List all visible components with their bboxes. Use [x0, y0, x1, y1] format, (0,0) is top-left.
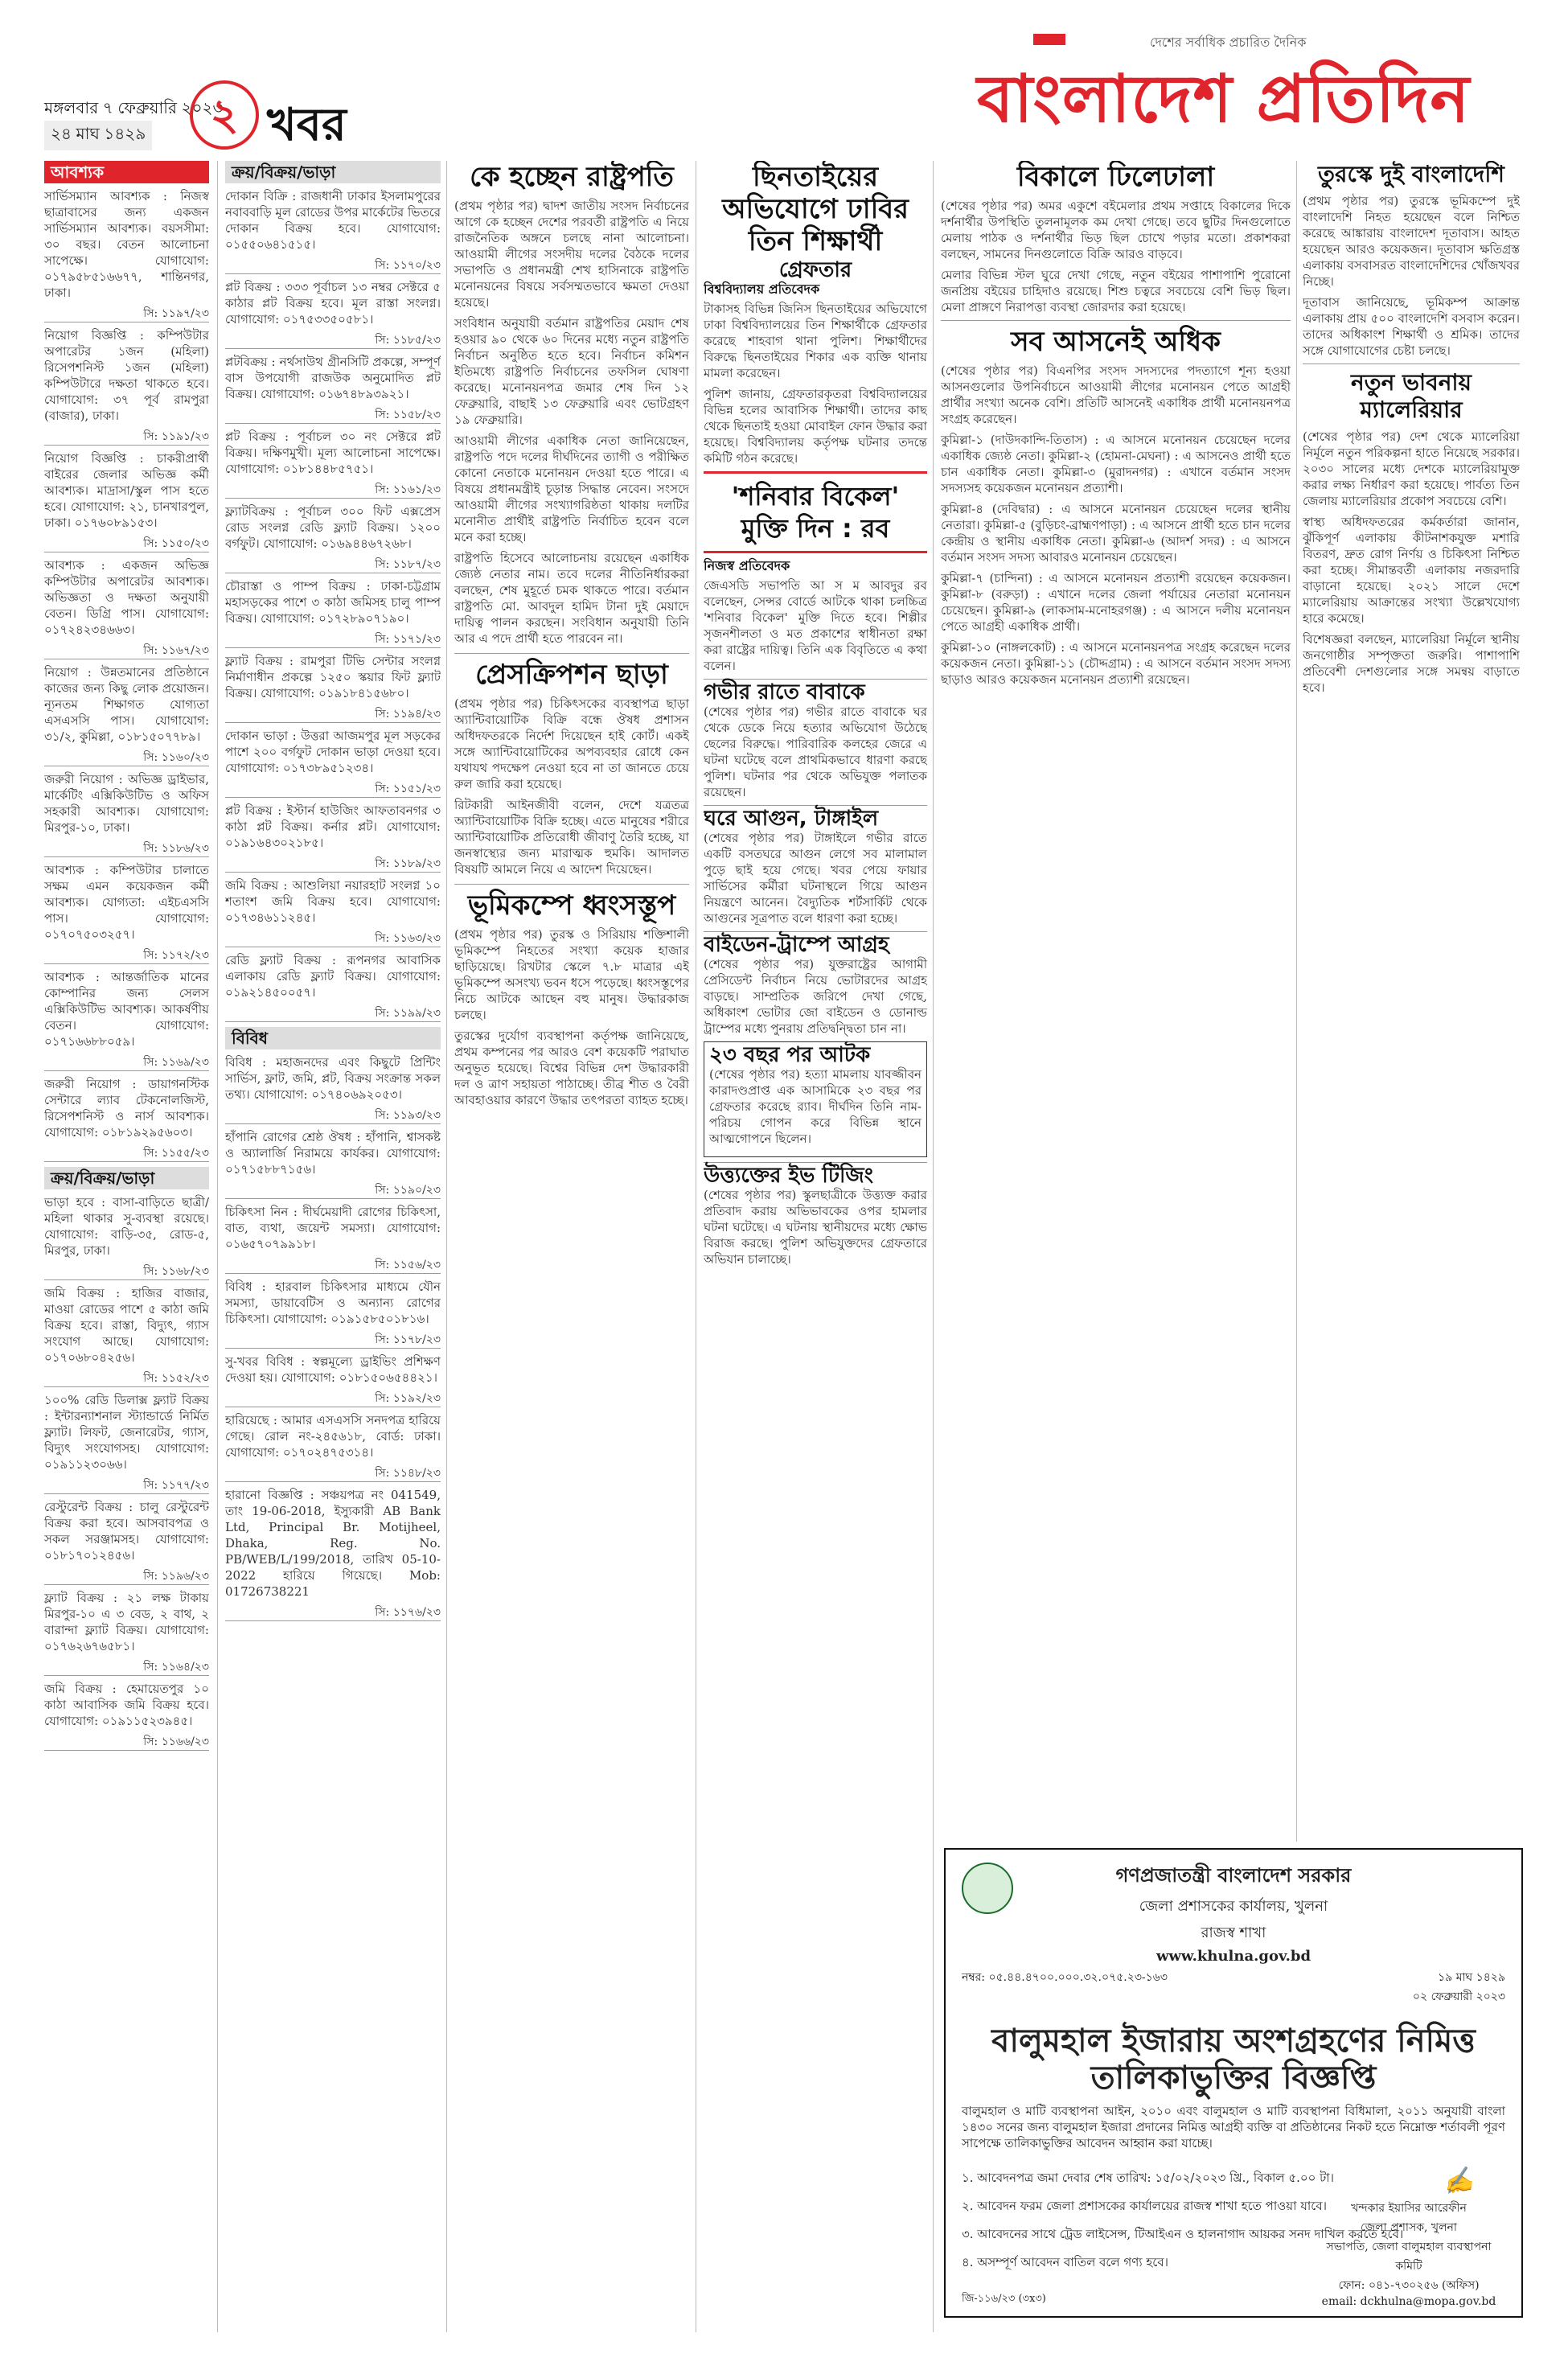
page-number: ২: [190, 80, 259, 150]
paragraph: মেলার বিভিন্ন স্টল ঘুরে দেখা গেছে, নতুন বইয়ের পাশাপাশি পুরোনো জনপ্রিয় বইয়ের চাহিদাও রয়েছে। শিশু চত্বরে সবচেয়ে বেশি ভিড় ছিল। মেলা প্রাঙ্গণে নিরাপত্তা ব্যবস্থা জোরদার করা হয়েছে।: [941, 268, 1291, 314]
article-body: [1303, 193, 1520, 359]
article-body: [704, 704, 927, 800]
classified-heading: আবশ্যক: [44, 161, 209, 183]
masthead: বাংলাদেশ প্রতিদিন: [977, 61, 1471, 138]
classified-code: সি: ১১৫১/২৩: [225, 781, 441, 798]
classified-ad: নিয়োগ : উন্নতমানের প্রতিষ্ঠানে কাজের জন্য কিছু লোক প্রয়োজন। ন্যূনতম শিক্ষাগত যোগ্যতা এসএসসি পাস। যোগাযোগ: ৩১/২, কুমিল্লা, ০১৮১৫০৭৭৮৯।: [44, 665, 209, 744]
paragraph: তুরস্কের দুর্যোগ ব্যবস্থাপনা কর্তৃপক্ষ জানিয়েছে, প্রথম কম্পনের পর আরও বেশ কয়েকটি পরাঘাত অনুভূত হয়েছে। বিশ্বের বিভিন্ন দেশ উদ্ধারকারী দল ও ত্রাণ সহায়তা পাঠাচ্ছে। তীব্র শীত ও বৈরী আবহাওয়ার কারণে উদ্ধার তৎপরতা ব্যাহত হচ্ছে।: [454, 1029, 689, 1107]
paragraph: সংবিধান অনুযায়ী বর্তমান রাষ্ট্রপতির মেয়াদ শেষ হওয়ার ৯০ থেকে ৬০ দিনের মধ্যে নতুন রাষ্ট্রপতি নির্বাচন অনুষ্ঠিত হতে হবে। নির্বাচন কমিশন ইতিমধ্যে রাষ্ট্রপতি নির্বাচনের তফসিল ঘোষণা করেছে। মনোনয়নপত্র জমার শেষ দিন ১২ ফেব্রুয়ারি, বাছাই ১৩ ফেব্রুয়ারি এবং ভোটগ্রহণ ১৯ ফেব্রুয়ারি।: [454, 316, 689, 427]
classified-code: সি: ১১৯৭/২৩: [44, 306, 209, 322]
classified-ad: দোকান ভাড়া : উত্তরা আজমপুর মূল সড়কের পাশে ২০০ বর্গফুট দোকান ভাড়া দেওয়া হবে। যোগাযোগ: ০১৭৩৮৯৫১২৩৪।: [225, 729, 441, 775]
classified-code: সি: ১১৬১/২৩: [225, 482, 441, 499]
classified-code: সি: ১১৯৯/২৩: [225, 1005, 441, 1022]
classified-ad: ফ্ল্যাট বিক্রয় : ২১ লক্ষ টাকায় মিরপুর-১০ এ ৩ বেড, ২ বাথ, ২ বারান্দা ফ্ল্যাট বিক্রয়। যোগাযোগ: ০১৭৬২৬৭৬৫৮১।: [44, 1591, 209, 1653]
section-title: খবর: [267, 99, 347, 151]
classified-code: সি: ১১৯১/২৩: [44, 429, 209, 446]
classified-ad: ভাড়া হবে : বাসা-বাড়িতে ছাত্রী/মহিলা থাকার সু-ব্যবস্থা রয়েছে। যোগাযোগ: বাড়ি-৩৫, রোড-৫, মিরপুর, ঢাকা।: [44, 1195, 209, 1258]
classified-code: সি: ১১৬৬/২৩: [44, 1734, 209, 1751]
classified-ad: হারানো বিজ্ঞপ্তি : সঞ্চয়পত্র নং 041549, তাং 19-06-2018, ইস্যুকারী AB Bank Ltd, Principal Br. Motijheel, Dhaka, Reg. No. PB/WEB/L/199/2018, তারিখ 05-10-2022 হারিয়ে গিয়েছে। Mob: 01726738221: [225, 1488, 441, 1599]
paragraph: টাকাসহ বিভিন্ন জিনিস ছিনতাইয়ের অভিযোগে ঢাকা বিশ্ববিদ্যালয়ের তিন শিক্ষার্থীকে গ্রেফতার করেছে শাহবাগ থানা পুলিশ। শিক্ষার্থীদের বিরুদ্ধে ছিনতাইয়ের শিকার এক ব্যক্তি থানায় মামলা করেছেন।: [704, 302, 927, 380]
subheadline: গ্রেফতার: [778, 258, 852, 282]
headline: ভূমিকম্পে ধ্বংসস্তূপ: [467, 889, 676, 922]
classified-code: সি: ১১৬০/২৩: [44, 750, 209, 766]
classified-ad: ফ্ল্যাটবিক্রয় : পূর্বাচল ৩০০ ফিট এক্সপ্রেস রোড সংলগ্ন রেডি ফ্ল্যাট বিক্রয়। ১২০০ বর্গফুট। যোগাযোগ: ০১৬৯৪৪৬৭২৬৮।: [225, 504, 441, 551]
paragraph: (প্রথম পৃষ্ঠার পর) দ্বাদশ জাতীয় সংসদ নির্বাচনের আগে কে হচ্ছেন দেশের পরবর্তী রাষ্ট্রপতি এ নিয়ে রাজনৈতিক অঙ্গনে চলছে নানা আলোচনা। আওয়ামী লীগের সংসদীয় দলের বৈঠকে দলের সভাপতি ও প্রধানমন্ত্রী শেখ হাসিনাকে রাষ্ট্রপতি মনোনয়নের বিষয়ে সর্বসম্মতভাবে ক্ষমতা দেওয়া হয়েছে।: [454, 199, 689, 310]
notice-dates: [1413, 1968, 1505, 2006]
paragraph: ৪. অসম্পূর্ণ আবেদন বাতিল বলে গণ্য হবে।: [962, 2255, 1169, 2269]
notice-government: গণপ্রজাতন্ত্রী বাংলাদেশ সরকার: [1115, 1864, 1352, 1887]
paragraph: ৩. আবেদনের সাথে ট্রেড লাইসেন্স, টিআইএন ও হালনাগাদ আয়কর সনদ দাখিল করতে হবে।: [962, 2227, 1404, 2241]
article: [704, 931, 927, 1037]
article-body: [454, 198, 689, 647]
classified-code: সি: ১১৮৬/২৩: [44, 840, 209, 857]
signature-icon: ✍: [1440, 2165, 1476, 2198]
notice-office: জেলা প্রশাসকের কার্যালয়, খুলনা: [1139, 1898, 1328, 1915]
classified-ad: সু-খবর বিবিধ : স্বল্পমূল্যে ড্রাইভিং প্রশিক্ষণ দেওয়া হয়। যোগাযোগ: ০১৮১৫০৬৫৪৪২১।: [225, 1354, 441, 1385]
classified-ad: বিবিধ : মহাজনদের এবং কিছুটে প্রিন্টিং সার্ভিস, ফ্লাট, জমি, প্লট, বিক্রয় সংক্রান্ত সকল তথ্য। যোগাযোগ: ০১৭৪০৬৯২০৫৩।: [225, 1055, 441, 1102]
classified-ad: নিয়োগ বিজ্ঞপ্তি : চাকরীপ্রার্থী বাইরের জেলার অভিজ্ঞ কর্মী আবশ্যক। মাদ্রাসা/স্কুল পাস হতে হবে। যোগাযোগ: ২১, চানখারপুল, ঢাকা। ০১৭৬০৮৯১৫৩।: [44, 451, 209, 530]
classified-code: সি: ১১৯৬/২৩: [44, 1568, 209, 1585]
classified-list: [225, 1054, 441, 1621]
classified-ad: আবশ্যক : কম্পিউটার চালাতে সক্ষম এমন কয়েকজন কর্মী আবশ্যক। যোগ্যতা: এইচএসসি পাস। যোগাযোগ: ০১৭০৭৫০৩২৫৭।: [44, 863, 209, 942]
notice-body: বালুমহাল ও মাটি ব্যবস্থাপনা আইন, ২০১০ এবং বালুমহাল ও মাটি ব্যবস্থাপনা বিধিমালা, ২০১১ অনুযায়ী বাংলা ১৪৩০ সনের জন্য বালুমহাল ইজারা প্রদানের নিমিত্ত আগ্রহী ব্যক্তি বা প্রতিষ্ঠানের নিকট হতে নিম্নোক্ত শর্তাবলী পূরণ সাপেক্ষে তালিকাভুক্তির আবেদন আহ্বান করা যাচ্ছে।: [962, 2104, 1506, 2150]
classified-ad: রেস্টুরেন্ট বিক্রয় : চালু রেস্টুরেন্ট বিক্রয় করা হবে। আসবাবপত্র ও সকল সরঞ্জামসহ। যোগাযোগ: ০১৮১৭০১২৪৫৬।: [44, 1500, 209, 1563]
classified-code: সি: ১১৫৫/২৩: [44, 1145, 209, 1162]
article: [941, 320, 1291, 688]
news-column-3: [454, 161, 689, 2316]
article-body: [704, 301, 927, 466]
headline: কে হচ্ছেন রাষ্ট্রপতি: [470, 161, 674, 193]
paragraph: জেএসডি সভাপতি আ স ম আবদুর রব বলেছেন, সেন্সর বোর্ডে আটকে থাকা চলচ্চিত্র 'শনিবার বিকেল' মুক্তি দিতে হবে। শিল্পীর সৃজনশীলতা ও মত প্রকাশের স্বাধীনতা রক্ষা করা রাষ্ট্রের দায়িত্ব। তিনি এক বিবৃতিতে এ কথা বলেন।: [704, 578, 927, 673]
column-rule: [1296, 161, 1297, 1842]
classified-ad: জমি বিক্রয় : হেমায়েতপুর ১০ কাঠা আবাসিক জমি বিক্রয় হবে। যোগাযোগ: ০১৯১১৫২৩৯৪৫।: [44, 1682, 209, 1728]
headline: প্রেসক্রিপশন ছাড়া: [475, 659, 668, 691]
paragraph: (প্রথম পৃষ্ঠার পর) তুরস্ক ও সিরিয়ায় শক্তিশালী ভূমিকম্পে নিহতের সংখ্যা কয়েক হাজার ছাড়িয়েছে। রিখটার স্কেলে ৭.৮ মাত্রার এই ভূমিকম্পে অসংখ্য ভবন ধসে পড়েছে। ধ্বংসস্তূপের নিচে আটকে আছেন বহু মানুষ। উদ্ধারকাজ চলছে।: [454, 927, 689, 1022]
classified-ad: চৌরাস্তা ও পাম্প বিক্রয় : ঢাকা-চট্টগ্রাম মহাসড়কের পাশে ৩ কাঠা জমিসহ চালু পাম্প বিক্রয়। যোগাযোগ: ০১৭২৮৯০৭১৯০।: [225, 579, 441, 626]
classified-ad: হারিয়েছে : আমার এসএসসি সনদপত্র হারিয়ে গেছে। রোল নং-২৪৫৬১৮, বোর্ড: ঢাকা। যোগাযোগ: ০১৭০২৪৭৫৩১৪।: [225, 1413, 441, 1460]
paragraph: (শেষের পৃষ্ঠার পর) বিএনপির সংসদ সদস্যদের পদত্যাগে শূন্য হওয়া আসনগুলোর উপনির্বাচনে আওয়ামী লীগের মনোনয়ন পেতে আগ্রহী প্রার্থীর সংখ্যা অনেক বেশি। প্রতিটি আসনেই একাধিক প্রার্থী মনোনয়নপত্র সংগ্রহ করেছেন।: [941, 363, 1291, 426]
pull-quote: 'শনিবার বিকেল' মুক্তি দিন : রব: [704, 471, 927, 553]
classified-heading: ক্রয়/বিক্রয়/ভাড়া: [44, 1167, 209, 1189]
byline: নিজস্ব প্রতিবেদক: [704, 558, 790, 573]
paragraph: (শেষের পৃষ্ঠার পর) স্কুলছাত্রীকে উত্ত্যক্ত করার প্রতিবাদ করায় অভিভাবকের ওপর হামলার ঘটনা ঘটেছে। এ ঘটনায় স্থানীয়দের মধ্যে ক্ষোভ বিরাজ করছে। পুলিশ অভিযুক্তদের গ্রেফতারে অভিযান চালাচ্ছে।: [704, 1188, 927, 1267]
article: [941, 161, 1291, 315]
headline: ২৩ বছর পর আটক: [709, 1043, 871, 1067]
classified-code: সি: ১১৬৩/২৩: [225, 930, 441, 947]
article-body: [704, 830, 927, 926]
headline: নতুন ভাবনায় ম্যালেরিয়ার: [1350, 369, 1472, 423]
news-column-6: [1303, 161, 1520, 1842]
paragraph: (প্রথম পৃষ্ঠার পর) চিকিৎসকের ব্যবস্থাপত্র ছাড়া অ্যান্টিবায়োটিক বিক্রি বন্ধে ঔষধ প্রশাসন অধিদফতরকে নির্দেশ দিয়েছেন হাই কোর্ট। একই সঙ্গে অ্যান্টিবায়োটিকের অপব্যবহার রোধে কেন যথাযথ পদক্ষেপ নেওয়া হবে না তা জানতে চেয়ে রুল জারি করা হয়েছে।: [454, 696, 689, 791]
paragraph: (শেষের পৃষ্ঠার পর) যুক্তরাষ্ট্রের আগামী প্রেসিডেন্ট নির্বাচন নিয়ে ভোটারদের আগ্রহ বাড়ছে। সাম্প্রতিক জরিপে দেখা গেছে, অধিকাংশ ভোটার জো বাইডেন ও ডোনাল্ড ট্রাম্পের মধ্যে পুনরায় প্রতিদ্বন্দ্বিতা চান না।: [704, 957, 927, 1036]
classified-code: সি: ১১৪৮/২৩: [225, 1465, 441, 1482]
classified-code: সি: ১১৬৯/২৩: [44, 1054, 209, 1071]
classified-code: সি: ১১৭৭/২৩: [44, 1477, 209, 1494]
article: [704, 1162, 927, 1267]
article: [704, 679, 927, 800]
notice-sign-role: সভাপতি, জেলা বালুমহাল ব্যবস্থাপনা কমিটি: [1326, 2241, 1492, 2273]
article: [454, 884, 689, 1108]
classified-code: সি: ১১৯২/২৩: [225, 1390, 441, 1407]
headline: সব আসনেই অধিক: [1011, 326, 1221, 358]
paragraph: (শেষের পৃষ্ঠার পর) টাঙ্গাইলে গভীর রাতে একটি বসতঘরে আগুন লেগে সব মালামাল পুড়ে ছাই হয়ে গেছে। খবর পেয়ে ফায়ার সার্ভিসের কর্মীরা ঘটনাস্থলে গিয়ে আগুন নিয়ন্ত্রণে আনেন। বৈদ্যুতিক শর্টসার্কিট থেকে আগুনের সূত্রপাত বলে ধারণা করা হচ্ছে।: [704, 831, 927, 926]
masthead-tagline: দেশের সর্বাধিক প্রচারিত দৈনিক: [1150, 35, 1307, 50]
news-column-5: [941, 161, 1291, 1842]
column-rule: [446, 161, 447, 2332]
classified-code: সি: ১১৬৮/২৩: [44, 1263, 209, 1280]
paragraph: রাষ্ট্রপতি হিসেবে আলোচনায় রয়েছেন একাধিক জ্যেষ্ঠ নেতার নাম। তবে দলের নীতিনির্ধারকরা বলছেন, শেষ মুহূর্তে চমক থাকতে পারে। বর্তমান রাষ্ট্রপতি মো. আবদুল হামিদ টানা দুই মেয়াদে দায়িত্ব পালন করছেন। সংবিধান অনুযায়ী তিনি আর এ পদে প্রার্থী হতে পারবেন না।: [454, 551, 689, 646]
classified-ad: রেডি ফ্ল্যাট বিক্রয় : রূপনগর আবাসিক এলাকায় রেডি ফ্ল্যাট বিক্রয়। যোগাযোগ: ০১৯২১৪৫০০৫৭।: [225, 953, 441, 1000]
notice-website: www.khulna.gov.bd: [1155, 1948, 1311, 1965]
masthead-logo-icon: [1033, 34, 1065, 45]
classified-column-2: [225, 161, 441, 2316]
classified-ad: আবশ্যক : একজন অভিজ্ঞ কম্পিউটার অপারেটর আবশ্যক। অভিজ্ঞতা ও দক্ষতা অনুযায়ী বেতন। ডিগ্রি পাস। যোগাযোগ: ০১৭২৪২৩৪৬৬৩।: [44, 558, 209, 637]
classified-list: [44, 188, 209, 1162]
article-body: [941, 363, 1291, 688]
paragraph: ১. আবেদনপত্র জমা দেবার শেষ তারিখ: ১৫/০২/২০২৩ খ্রি., বিকাল ৫.০০ টা।: [962, 2171, 1335, 2185]
classified-ad: আবশ্যক : আন্তর্জাতিক মানের কোম্পানির জন্য সেলস এক্সিকিউটিভ আবশ্যক। আকর্ষণীয় বেতন। যোগাযোগ: ০১৭১৬৬৮৮০৫৯।: [44, 970, 209, 1049]
notice-phone: ফোন: ০৪১-৭৩০২৫৬ (অফিস): [1338, 2279, 1480, 2292]
classified-code: সি: ১১৯৪/২৩: [225, 706, 441, 723]
classified-list: [225, 188, 441, 1022]
paragraph: ২. আবেদন ফরম জেলা প্রশাসকের কার্যালয়ের রাজস্ব শাখা হতে পাওয়া যাবে।: [962, 2199, 1327, 2213]
classified-code: সি: ১১৫৬/২৩: [225, 1257, 441, 1274]
article-body: [454, 926, 689, 1108]
article-body: [704, 577, 927, 674]
headline: ঘরে আগুন, টাঙ্গাইল: [704, 807, 879, 831]
article-body: [704, 956, 927, 1037]
notice-sign-title: জেলা প্রশাসক, খুলনা: [1361, 2221, 1457, 2234]
classified-ad: ১০০% রেডি ডিলাক্স ফ্ল্যাট বিক্রয় : ইন্টারন্যাশনাল স্ট্যান্ডার্ডে নির্মিত ফ্ল্যাট। লিফট, জেনারেটর, গ্যাস, বিদ্যুৎ সংযোগসহ। যোগাযোগ: ০১৯১১২৩০৬৬।: [44, 1393, 209, 1472]
article: [1303, 161, 1520, 359]
classified-code: সি: ১১৫৮/২৩: [225, 407, 441, 424]
notice-meta-row: [946, 1965, 1521, 2010]
paragraph: পুলিশ জানায়, গ্রেফতারকৃতরা বিশ্ববিদ্যালয়ের বিভিন্ন হলের আবাসিক শিক্ষার্থী। তাদের কাছ থেকে ছিনতাই হওয়া মোবাইল ফোন উদ্ধার করা হয়েছে। বিশ্ববিদ্যালয় কর্তৃপক্ষ ঘটনার তদন্তে কমিটি গঠন করেছে।: [704, 387, 927, 466]
article-body: [941, 198, 1291, 315]
notice-signature-block: [1312, 2199, 1505, 2308]
article: [454, 653, 689, 877]
classified-list: [44, 1194, 209, 1751]
classified-code: সি: ১১৭২/২৩: [44, 947, 209, 964]
classified-ad: প্লটবিক্রয় : নর্থসাউথ গ্রীনসিটি প্রকল্পে, সম্পূর্ণ বাস উপযোগী রাজউক অনুমোদিত প্লট বিক্রয়। যোগাযোগ: ০১৬৭৪৮৯৩৯২১।: [225, 355, 441, 401]
article: [1303, 363, 1520, 696]
header-date-bangla: ২৪ মাঘ ১৪২৯: [44, 121, 152, 150]
classified-code: সি: ১১৭১/২৩: [225, 631, 441, 648]
classified-ad: চিকিৎসা নিন : দীর্ঘমেয়াদী রোগের চিকিৎসা, বাত, ব্যথা, জয়েন্ট সমস্যা। যোগাযোগ: ০১৬৫৭০৭৯৯১৮।: [225, 1205, 441, 1251]
notice-date-bangla: ১৯ মাঘ ১৪২৯: [1438, 1971, 1505, 1984]
headline: বিকালে ঢিলেঢালা: [1016, 161, 1215, 193]
paragraph: আওয়ামী লীগের একাধিক নেতা জানিয়েছেন, রাষ্ট্রপতি পদে দলের দীর্ঘদিনের ত্যাগী ও পরীক্ষিত কোনো নেতাকে মনোনয়ন দেওয়া হতে পারে। এ বিষয়ে প্রধানমন্ত্রীই চূড়ান্ত সিদ্ধান্ত নেবেন। সংসদে আওয়ামী লীগের সংখ্যাগরিষ্ঠতা থাকায় দলটির মনোনীত প্রার্থীই রাষ্ট্রপতি নির্বাচিত হবেন বলে মনে করা হচ্ছে।: [454, 433, 689, 544]
headline: বাইডেন-ট্রাম্পে আগ্রহ: [704, 933, 889, 957]
classified-ad: নিয়োগ বিজ্ঞপ্তি : কম্পিউটার অপারেটর ১জন (মহিলা) রিসেপশনিস্ট ১জন (মহিলা) কম্পিউটারে দক্ষতা থাকতে হবে। যোগাযোগ: ৩৭ পূর্ব রামপুরা (বাজার), ঢাকা।: [44, 328, 209, 423]
article: [704, 805, 927, 926]
classified-code: সি: ১১৬৭/২৩: [44, 643, 209, 659]
classified-code: সি: ১১৭৮/২৩: [225, 1332, 441, 1349]
notice-memo: নম্বর: ০৫.৪৪.৪৭০০.০০০.৩২.০৭৫.২৩-১৬৩: [962, 1971, 1168, 1984]
notice-branch: রাজস্ব শাখা: [1201, 1924, 1266, 1941]
classified-ad: প্লট বিক্রয় : পূর্বাচল ৩০ নং সেক্টরে প্লট বিক্রয়। দক্ষিণমুখী। মূল্য আলোচনা সাপেক্ষে। যোগাযোগ: ০১৮১৪৪৮৫৭৫১।: [225, 429, 441, 476]
classified-code: সি: ১১৫০/২৩: [44, 536, 209, 552]
classified-code: সি: ১১৮৯/২৩: [225, 856, 441, 873]
paragraph: দূতাবাস জানিয়েছে, ভূমিকম্প আক্রান্ত এলাকায় প্রায় ৫০০ বাংলাদেশি বসবাস করেন। তাদের অধিকাংশ শিক্ষার্থী ও শ্রমিক। তাদের সঙ্গে যোগাযোগের চেষ্টা চলছে।: [1303, 295, 1520, 358]
government-notice: [944, 1848, 1523, 2318]
classified-ad: জরুরী নিয়োগ : অভিজ্ঞ ড্রাইভার, মার্কেটিং এক্সিকিউটিভ ও অফিস সহকারী আবশ্যক। যোগাযোগ: মিরপুর-১০, ঢাকা।: [44, 772, 209, 835]
classified-code: সি: ১১৭০/২৩: [225, 257, 441, 274]
classified-code: সি: ১১৭৬/২৩: [225, 1604, 441, 1621]
article-body: [454, 696, 689, 877]
paragraph: (শেষের পৃষ্ঠার পর) অমর একুশে বইমেলার প্রথম সপ্তাহে বিকালের দিকে দর্শনার্থীর উপস্থিতি তুলনামূলক কম দেখা গেছে। তবে ছুটির দিনগুলোতে মেলায় পাঠক ও দর্শনার্থীর ভিড় ছিল চোখে পড়ার মতো। প্রকাশকরা বলছেন, সামনের দিনগুলোতে বিক্রি আরও বাড়বে।: [941, 199, 1291, 261]
article: [704, 161, 927, 466]
headline: গভীর রাতে বাবাকে: [704, 680, 865, 704]
paragraph: কুমিল্লা-৪ (দেবিদ্বার) : এ আসনে মনোনয়ন চেয়েছেন দলের স্থানীয় নেতারা। কুমিল্লা-৫ (বুড়িচং-ব্রাহ্মণপাড়া) : এ আসনে প্রার্থী হতে চান দলের কেন্দ্রীয় ও স্থানীয় একাধিক নেতা। কুমিল্লা-৬ (আদর্শ সদর) : এ আসনে বর্তমান সংসদ সদস্য আবারও মনোনয়ন চেয়েছেন।: [941, 502, 1291, 565]
header-date: মঙ্গলবার ৭ ফেব্রুয়ারি ২০২৩: [44, 100, 224, 117]
article-body: [1303, 429, 1520, 696]
classified-ad: জরুরী নিয়োগ : ডায়াগনস্টিক সেন্টারে ল্যাব টেকনোলজিস্ট, রিসেপশনিস্ট ও নার্স আবশ্যক। যোগাযোগ: ০১৮১৯২৯৫৬০৩।: [44, 1077, 209, 1140]
headline: তুরস্কে দুই বাংলাদেশি: [1318, 161, 1504, 187]
classified-ad: প্লট বিক্রয় : ৩৩৩ পূর্বাচল ১৩ নম্বর সেক্টরে ৫ কাঠার প্লট বিক্রয় হবে। মূল রাস্তা সংলগ্ন। যোগাযোগ: ০১৭৫৩৩৫০৫৮১।: [225, 280, 441, 327]
classified-code: সি: ১১৬৪/২৩: [44, 1659, 209, 1676]
classified-code: সি: ১১৯৩/২৩: [225, 1107, 441, 1124]
classified-ad: জমি বিক্রয় : আশুলিয়া নয়ারহাট সংলগ্ন ১০ শতাংশ জমি বিক্রয় হবে। যোগাযোগ: ০১৭৩৪৬১১২৪৫।: [225, 878, 441, 925]
government-emblem-icon: [962, 1863, 1013, 1914]
classified-heading: বিবিধ: [225, 1027, 441, 1049]
paragraph: কুমিল্লা-১ (দাউদকান্দি-তিতাস) : এ আসনে মনোনয়ন চেয়েছেন দলের একাধিক জ্যেষ্ঠ নেতা। কুমিল্লা-২ (হোমনা-মেঘনা) : এ আসনেও প্রার্থী হতে চান একাধিক নেতা। কুমিল্লা-৩ (মুরাদনগর) : এখানে বর্তমান সংসদ সদস্যসহ কয়েকজন মনোনয়ন প্রত্যাশী।: [941, 433, 1291, 495]
classified-ad: জমি বিক্রয় : হাজির বাজার, মাওয়া রোডের পাশে ৫ কাঠা জমি বিক্রয় হবে। রাস্তা, বিদ্যুৎ, গ্যাস সংযোগ আছে। যোগাযোগ: ০১৭০৬৮০৪২৫৬।: [44, 1286, 209, 1365]
classified-ad: দোকান বিক্রি : রাজধানী ঢাকার ইসলামপুরের নবাববাড়ি মূল রোডের উপর মার্কেটের ভিতরে দোকান বিক্রয় হবে। যোগাযোগ: ০১৫৫০৬৪১৫১৫।: [225, 189, 441, 252]
classified-heading: ক্রয়/বিক্রয়/ভাড়া: [225, 161, 441, 183]
notice-sign-name: খন্দকার ইয়াসির আরেফীন: [1351, 2202, 1467, 2215]
paragraph: রিটকারী আইনজীবী বলেন, দেশে যত্রতত্র অ্যান্টিবায়োটিক বিক্রি হচ্ছে। এতে মানুষের শরীরে অ্যান্টিবায়োটিক প্রতিরোধী জীবাণু তৈরি হচ্ছে, যা জনস্বাস্থ্যের জন্য মারাত্মক হুমকি। আদালত বিষয়টি আমলে নিয়ে এ আদেশ দিয়েছেন।: [454, 798, 689, 877]
paragraph: (শেষের পৃষ্ঠার পর) হত্যা মামলায় যাবজ্জীবন কারাদণ্ডপ্রাপ্ত এক আসামিকে ২৩ বছর পর গ্রেফতার করেছে র‍্যাব। দীর্ঘদিন তিনি নাম-পরিচয় গোপন করে বিভিন্ন স্থানে আত্মগোপনে ছিলেন।: [709, 1067, 922, 1146]
notice-date-english: ০২ ফেব্রুয়ারী ২০২৩: [1412, 1990, 1505, 2003]
classified-ad: বিবিধ : হারবাল চিকিৎসার মাধ্যমে যৌন সমস্যা, ডায়াবেটিস ও অন্যান্য রোগের চিকিৎসা। যোগাযোগ: ০১৯১৫৮৫০১৮১৬।: [225, 1279, 441, 1326]
column-rule: [933, 161, 934, 2332]
classified-code: সি: ১১৮৭/২৩: [225, 557, 441, 573]
notice-footnote: জি-১১৬/২৩ (৩x৩): [962, 2293, 1046, 2305]
paragraph: কুমিল্লা-৭ (চান্দিনা) : এ আসনে মনোনয়ন প্রত্যাশী রয়েছেন কয়েকজন। কুমিল্লা-৮ (বরুড়া) : এখানে দলের জেলা পর্যায়ের নেতারা মনোনয়ন চেয়েছেন। কুমিল্লা-৯ (লাকসাম-মনোহরগঞ্জ) : এ আসনে দলীয় মনোনয়ন পেতে আগ্রহী একাধিক প্রার্থী।: [941, 571, 1291, 634]
article: [704, 558, 927, 674]
article-body: [704, 1187, 927, 1267]
news-column-4: [704, 161, 927, 2316]
article: [704, 1041, 927, 1157]
classified-ad: সার্ভিসম্যান আবশ্যক : নিজস্ব ছাত্রাবাসের জন্য একজন সার্ভিসম্যান আবশ্যক। বয়সসীমা: ৩০ বছর। বেতন আলোচনা সাপেক্ষে। যোগাযোগ: ০১৭৯৫৮৫১৬৬৭৭, শান্তিনগর, ঢাকা।: [44, 189, 209, 300]
classified-code: সি: ১১৮৫/২৩: [225, 332, 441, 349]
paragraph: কুমিল্লা-১০ (নাঙ্গলকোট) : এ আসনে মনোনয়নপত্র সংগ্রহ করেছেন দলের কয়েকজন নেতা। কুমিল্লা-১১ (চৌদ্দগ্রাম) : এ আসনে বর্তমান সংসদ সদস্য ছাড়াও আরও কয়েকজন মনোনয়ন প্রত্যাশী রয়েছেন।: [941, 640, 1291, 687]
paragraph: (শেষের পৃষ্ঠার পর) গভীর রাতে বাবাকে ঘর থেকে ডেকে নিয়ে হত্যার অভিযোগ উঠেছে ছেলের বিরুদ্ধে। পারিবারিক কলহের জেরে এ ঘটনা ঘটেছে বলে প্রাথমিকভাবে ধারণা করছে পুলিশ। ঘটনার পর থেকে অভিযুক্ত পলাতক রয়েছেন।: [704, 704, 927, 799]
classified-code: সি: ১১৯০/২৩: [225, 1182, 441, 1199]
column-rule: [217, 161, 218, 2332]
notice-email: email: dckhulna@mopa.gov.bd: [1321, 2295, 1496, 2308]
article: [454, 161, 689, 647]
classified-ad: হাঁপানি রোগের শ্রেষ্ঠ ঔষধ : হাঁপানি, শ্বাসকষ্ট ও অ্যালার্জি নিরাময়ে কার্যকর। যোগাযোগ: ০১৭১৫৮৮৭১৫৬।: [225, 1130, 441, 1177]
paragraph: (শেষের পৃষ্ঠার পর) দেশ থেকে ম্যালেরিয়া নির্মূলে নতুন পরিকল্পনা হাতে নিয়েছে সরকার। ২০৩০ সালের মধ্যে দেশকে ম্যালেরিয়ামুক্ত করার লক্ষ্য নির্ধারণ করা হয়েছে। পার্বত্য তিন জেলায় ম্যালেরিয়ার প্রকোপ সবচেয়ে বেশি।: [1303, 429, 1520, 508]
byline: বিশ্ববিদ্যালয় প্রতিবেদক: [704, 281, 820, 297]
notice-title: বালুমহাল ইজারায় অংশগ্রহণের নিমিত্ত তালিকাভুক্তির বিজ্ঞপ্তি: [991, 2023, 1476, 2097]
paragraph: বিশেষজ্ঞরা বলছেন, ম্যালেরিয়া নির্মূলে স্থানীয় জনগোষ্ঠীর সম্পৃক্ততা জরুরি। পাশাপাশি প্রতিবেশী দেশগুলোর সঙ্গে সমন্বয় বাড়াতে হবে।: [1303, 632, 1520, 695]
classified-ad: ফ্ল্যাট বিক্রয় : রামপুরা টিভি সেন্টার সংলগ্ন নির্মাণাধীন প্রকল্পে ১২৫০ স্কয়ার ফিট ফ্ল্যাট বিক্রয়। যোগাযোগ: ০১৯১৮৪১৫৬৮০।: [225, 654, 441, 700]
classified-ad: প্লট বিক্রয় : ইস্টার্ন হাউজিং আফতাবনগর ৩ কাঠা প্লট বিক্রয়। কর্নার প্লট। যোগাযোগ: ০১৯১৬৪৩০২১৮৫।: [225, 803, 441, 850]
paragraph: (প্রথম পৃষ্ঠার পর) তুরস্কে ভূমিকম্পে দুই বাংলাদেশি নিহত হয়েছেন বলে নিশ্চিত করেছে আঙ্কারায় বাংলাদেশ দূতাবাস। আহত হয়েছেন আরও কয়েকজন। দূতাবাস ক্ষতিগ্রস্ত এলাকায় বসবাসরত বাংলাদেশিদের খোঁজখবর নিচ্ছে।: [1303, 194, 1520, 289]
paragraph: স্বাস্থ্য অধিদফতরের কর্মকর্তারা জানান, ঝুঁকিপূর্ণ এলাকায় কীটনাশকযুক্ত মশারি বিতরণ, দ্রুত রোগ নির্ণয় ও চিকিৎসা নিশ্চিত করা হচ্ছে। সীমান্তবর্তী এলাকায় নজরদারি বাড়ানো হয়েছে। ২০২১ সালে দেশে ম্যালেরিয়ায় আক্রান্তের সংখ্যা উল্লেখযোগ্য হারে কমেছে।: [1303, 515, 1520, 626]
article-body: [709, 1066, 922, 1147]
classified-column-1: [44, 161, 209, 2316]
headline: উত্ত্যক্তের ইভ টিজিং: [704, 1164, 873, 1188]
classified-code: সি: ১১৫২/২৩: [44, 1370, 209, 1387]
headline: ছিনতাইয়ের অভিযোগে ঢাবির তিন শিক্ষার্থী: [722, 161, 909, 257]
